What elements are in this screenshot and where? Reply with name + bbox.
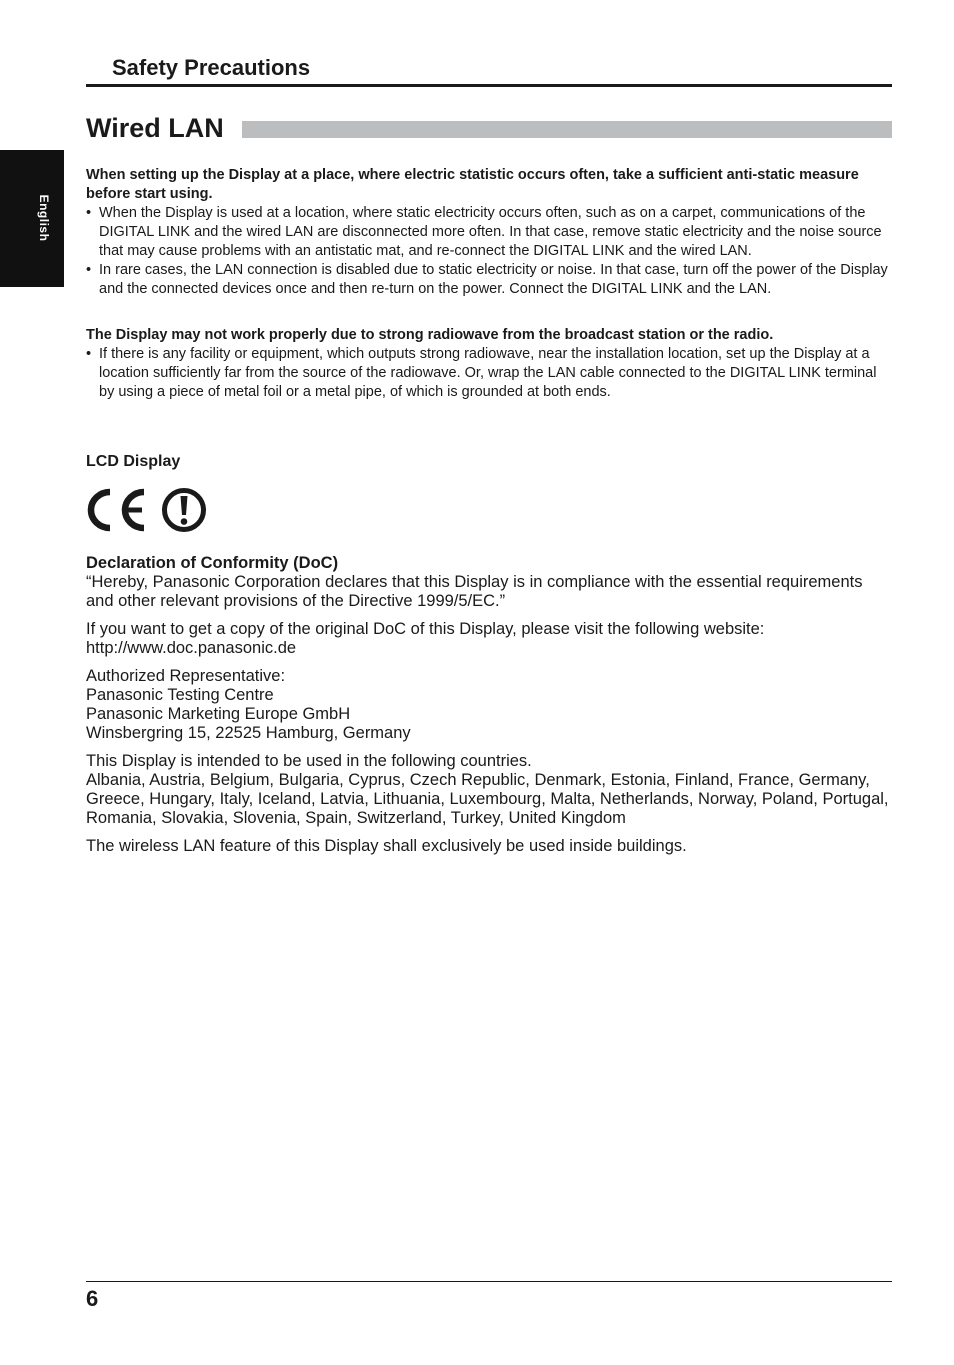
countries-paragraph xyxy=(86,752,892,828)
compliance-marks xyxy=(86,486,892,534)
language-side-tab xyxy=(0,150,64,287)
header-divider xyxy=(86,84,892,87)
countries-intro: This Display is intended to be used in the following countries. xyxy=(86,752,532,770)
wireless-note: The wireless LAN feature of this Display shall exclusively be used inside buildings. xyxy=(86,837,687,855)
alert-circle-icon xyxy=(160,486,208,534)
footer-divider xyxy=(86,1281,892,1282)
page-content xyxy=(86,166,892,865)
rep-company: Panasonic Marketing Europe GmbH xyxy=(86,705,351,723)
radiowave-warning-bullet: • If there is any facility or equipment, which outputs strong radiowave, near the installation location, set up the Display at a location sufficiently far from the source of the radiowave. Or, wrap the LAN cable connected to the DIGITAL LINK terminal by using a piece of metal foil or a metal pipe, of which is grounded at both ends. xyxy=(86,345,892,402)
section-title: Wired LAN xyxy=(86,113,224,143)
declaration-of-conformity xyxy=(86,554,892,856)
rep-address: Winsbergring 15, 22525 Hamburg, Germany xyxy=(86,724,411,742)
radiowave-warning-lead: The Display may not work properly due to strong radiowave from the broadcast station or the radio. xyxy=(86,327,774,343)
static-warning-bullet: • When the Display is used at a location, where static electricity occurs often, such as on a carpet, communications of the DIGITAL LINK and the wired LAN are disconnected more often. In that case, remove static electricity and the noise source that may cause problems with an antistatic mat, and re-connect the DIGITAL LINK and the wired LAN. xyxy=(86,204,892,261)
page-number: 6 xyxy=(86,1286,99,1311)
lcd-display-label: LCD Display xyxy=(86,453,181,470)
static-warning-bullet: • In rare cases, the LAN connection is disabled due to static electricity or noise. In that case, turn off the power of the Display and the connected devices once and then re-turn on the power. Connect the DIGITAL LINK and the LAN. xyxy=(86,261,892,299)
spacer xyxy=(86,402,892,452)
static-warning-list xyxy=(86,204,892,299)
rep-label: Authorized Representative: xyxy=(86,667,286,685)
doc-copy-info: If you want to get a copy of the original DoC of this Display, please visit the following website: xyxy=(86,620,765,638)
doc-website-link[interactable]: http://www.doc.panasonic.de xyxy=(86,639,297,657)
static-warning-block xyxy=(86,166,892,299)
authorized-representative xyxy=(86,667,892,743)
radiowave-warning-block xyxy=(86,326,892,402)
doc-copy-paragraph xyxy=(86,620,892,658)
spacer xyxy=(86,299,892,326)
page-header-title: Safety Precautions xyxy=(112,55,311,80)
radiowave-warning-list xyxy=(86,345,892,402)
ce-mark-icon xyxy=(86,487,150,533)
doc-title: Declaration of Conformity (DoC) xyxy=(86,554,339,572)
section-title-bar xyxy=(242,121,892,138)
rep-name: Panasonic Testing Centre xyxy=(86,686,274,704)
static-warning-lead: When setting up the Display at a place, where electric statistic occurs often, take a sufficient anti-static measure before start using. xyxy=(86,167,859,202)
doc-paragraph xyxy=(86,554,892,611)
language-side-tab-label: English xyxy=(37,194,51,242)
countries-list: Albania, Austria, Belgium, Bulgaria, Cyprus, Czech Republic, Denmark, Estonia, Finland, France, Germany, Greece, Hungary, Italy, Iceland, Latvia, Lithuania, Luxembourg, Malta, Netherlands, Norway, Poland, Portugal, Romania, Slovakia, Slovenia, Spain, Switzerland, Turkey, United Kingdom xyxy=(86,771,889,827)
doc-statement: “Hereby, Panasonic Corporation declares that this Display is in compliance with the essential requirements and other relevant provisions of the Directive 1999/5/EC.” xyxy=(86,573,863,610)
